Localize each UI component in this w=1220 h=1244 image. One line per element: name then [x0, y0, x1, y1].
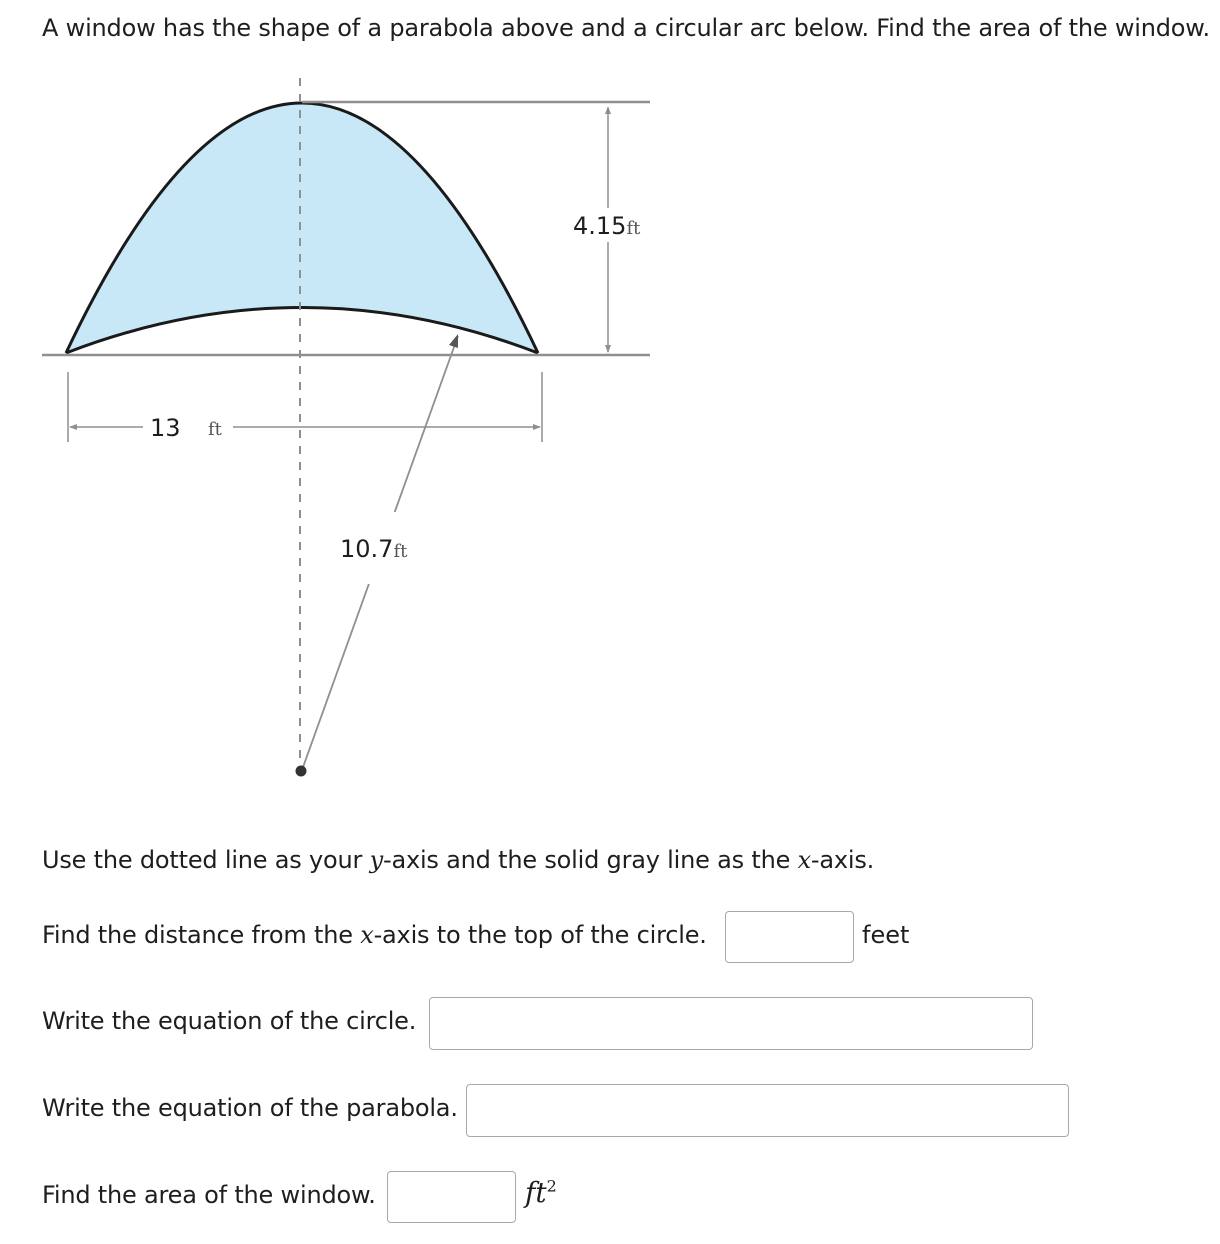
q1-text-2: -axis to the top of the circle. [373, 921, 707, 949]
parabola-equation-input[interactable] [466, 1084, 1069, 1137]
question-circle-equation: Write the equation of the circle. [42, 1007, 417, 1035]
question-distance [42, 921, 707, 949]
y-variable: y [369, 846, 383, 874]
width-unit: ft [208, 419, 222, 440]
axes-text-3: -axis. [810, 846, 875, 874]
q1-text-1: Find the distance from the [42, 921, 361, 949]
width-arrow-left [69, 424, 77, 430]
axes-text-2: -axis and the solid gray line as the [382, 846, 798, 874]
radius-label: 10.7 [340, 535, 394, 563]
q1-x-variable: x [360, 921, 374, 949]
problem-prompt: A window has the shape of a parabola above and a circular arc below. Find the area of the window. [42, 14, 1210, 42]
window-diagram [0, 70, 700, 790]
area-unit-base: ft [525, 1176, 547, 1209]
width-label: 13 [150, 414, 181, 442]
axes-instruction [42, 846, 874, 874]
height-unit: ft [626, 218, 641, 239]
area-unit [525, 1176, 557, 1209]
radius-arrow [449, 334, 458, 348]
x-variable: x [797, 846, 811, 874]
distance-input[interactable] [725, 911, 854, 963]
area-input[interactable] [387, 1171, 516, 1223]
height-label: 4.15 [573, 212, 627, 240]
axes-text-1: Use the dotted line as your [42, 846, 370, 874]
height-arrow-bottom [605, 345, 611, 353]
circle-equation-input[interactable] [429, 997, 1033, 1050]
question-parabola-equation: Write the equation of the parabola. [42, 1094, 458, 1122]
area-unit-exponent: 2 [546, 1176, 557, 1196]
distance-unit: feet [862, 921, 910, 949]
circle-center-point [296, 766, 307, 777]
radius-unit: ft [393, 541, 408, 562]
height-arrow-top [605, 106, 611, 114]
width-arrow-right [533, 424, 541, 430]
question-area: Find the area of the window. [42, 1181, 376, 1209]
